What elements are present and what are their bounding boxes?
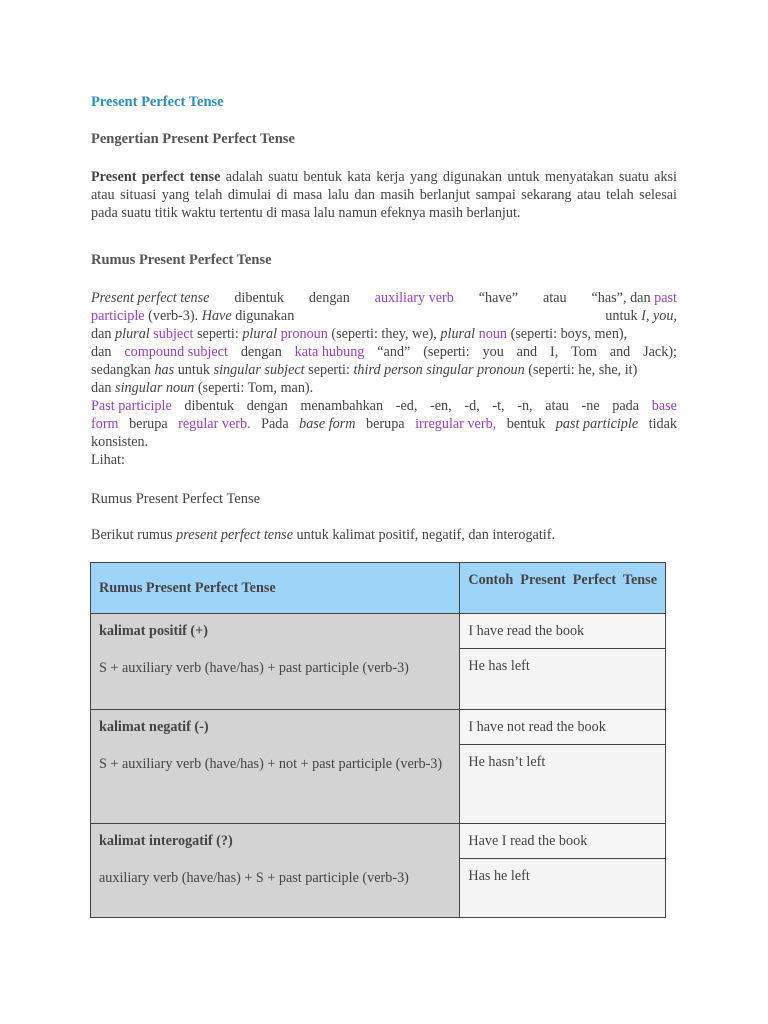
text: Pada: [261, 416, 289, 432]
rumus-heading: Rumus Present Perfect Tense: [91, 252, 272, 268]
text: singular noun: [115, 380, 195, 396]
formula-cell: [91, 710, 460, 824]
example-cell: He has left: [460, 649, 666, 710]
text: sedangkan: [91, 362, 155, 378]
text: Tom: [571, 344, 597, 360]
text: (seperti: boys, men),: [507, 326, 628, 342]
text: Have: [201, 308, 232, 324]
text: “have”: [478, 290, 519, 306]
table-header-row: [91, 563, 666, 614]
rumus-table: [90, 562, 666, 918]
rumus-line-1: [91, 289, 677, 307]
text: -ed,: [395, 398, 418, 414]
text: dengan: [246, 398, 288, 414]
row-formula: S + auxiliary verb (have/has) + past participle (verb-3): [99, 660, 409, 676]
text: Jack);: [643, 344, 677, 360]
rumus-line-5: [91, 361, 677, 379]
pengertian-text: adalah suatu bentuk kata kerja yang digunakan untuk menyatakan suatu aksi atau situasi yang telah dimulai di masa lalu dan masih berlanjut sampai sekarang atau telah selesai pada suatu titik waktu tertentu di masa lalu namun efeknya masih berlanjut.: [91, 169, 677, 221]
text: base form: [299, 416, 356, 432]
text: (seperti: they, we),: [327, 326, 441, 342]
rumus-line-2: [91, 307, 677, 325]
header-cell: [460, 563, 666, 614]
link-pronoun[interactable]: pronoun: [280, 326, 328, 342]
text: atau: [542, 290, 567, 306]
text: atau: [545, 398, 569, 414]
text: dan: [91, 380, 116, 396]
link-past-participle[interactable]: past: [654, 290, 677, 306]
text: Present perfect tense: [91, 290, 210, 306]
text: untuk: [605, 308, 642, 324]
text: I, you,: [641, 308, 677, 324]
formula-cell: [91, 614, 460, 710]
text: digunakan: [231, 308, 295, 324]
text: plural: [242, 326, 278, 342]
link-kata-hubung[interactable]: kata hubung: [294, 344, 365, 360]
text: plural: [115, 326, 150, 342]
term-bold: Present perfect tense: [91, 169, 221, 185]
text: berupa: [129, 416, 168, 432]
rumus-paragraph: [91, 289, 677, 469]
text: -t,: [492, 398, 505, 414]
link-noun[interactable]: noun: [478, 326, 508, 342]
row-label: kalimat negatif (-): [99, 719, 209, 735]
pengertian-heading: Pengertian Present Perfect Tense: [91, 131, 295, 147]
text: I,: [549, 344, 559, 360]
text: dan: [91, 344, 112, 360]
text: (seperti:: [423, 344, 470, 360]
rumus-line-3: [91, 325, 677, 343]
text: pada: [612, 398, 640, 414]
text: you: [482, 344, 504, 360]
text: -n,: [517, 398, 533, 414]
rumus-line-4: [91, 343, 677, 361]
formula-cell: [91, 824, 460, 918]
link-participle[interactable]: participle: [91, 308, 145, 324]
row-formula: auxiliary verb (have/has) + S + past participle (verb-3): [99, 870, 409, 886]
pengertian-paragraph: [91, 168, 677, 222]
text: -ne: [581, 398, 600, 414]
text: dengan: [240, 344, 282, 360]
text: berupa: [365, 416, 405, 432]
text: dibentuk: [184, 398, 235, 414]
example-cell: I have not read the book: [460, 710, 666, 745]
rumus-subheading: Rumus Present Perfect Tense: [91, 491, 261, 507]
text: has: [154, 362, 175, 378]
text: (seperti: Tom, man).: [194, 380, 314, 396]
text: (verb-3).: [144, 308, 202, 324]
text: untuk: [174, 362, 214, 378]
text: “and”: [377, 344, 411, 360]
text: untuk kalimat positif, negatif, dan interogatif.: [293, 527, 556, 543]
text: and: [609, 344, 631, 360]
rumus-line-6: [91, 379, 677, 397]
rumus-line-10: Lihat:: [91, 452, 125, 468]
text: plural: [440, 326, 476, 342]
text: dibentuk: [234, 290, 284, 306]
rumus-intro: [91, 527, 555, 544]
text: bentuk: [506, 416, 546, 432]
table-row: [91, 614, 666, 649]
text: seperti:: [193, 326, 243, 342]
text: -en,: [430, 398, 452, 414]
rumus-line-7: [91, 397, 677, 415]
text: seperti:: [304, 362, 354, 378]
rumus-line-8: [91, 415, 677, 433]
table-row: [91, 710, 666, 745]
text: dan: [91, 326, 116, 342]
table-row: [91, 824, 666, 859]
text: present perfect tense: [176, 527, 293, 543]
text: -d,: [464, 398, 480, 414]
text: past participle: [555, 416, 639, 432]
text: tidak: [648, 416, 677, 432]
text: third person singular pronoun: [353, 362, 525, 378]
example-cell: He hasn’t left: [460, 745, 666, 824]
document-title: Present Perfect Tense: [91, 94, 224, 110]
rumus-line-9: konsisten.: [91, 434, 149, 450]
row-label: kalimat positif (+): [99, 623, 208, 639]
example-cell: Has he left: [460, 859, 666, 918]
text: and: [516, 344, 538, 360]
link-past-participle[interactable]: Past participle: [91, 398, 172, 414]
text: Berikut rumus: [91, 527, 177, 543]
text: singular subject: [213, 362, 305, 378]
row-label: kalimat interogatif (?): [99, 833, 233, 849]
header-cell: Rumus Present Perfect Tense: [91, 563, 460, 614]
text: dengan: [308, 290, 350, 306]
text: “has”, dan: [591, 290, 651, 306]
link-compound-subject[interactable]: compound subject: [124, 344, 228, 360]
text: menambahkan: [300, 398, 384, 414]
example-cell: Have I read the book: [460, 824, 666, 859]
row-formula: S + auxiliary verb (have/has) + not + past participle (verb-3): [99, 756, 443, 772]
text: (seperti: he, she, it): [524, 362, 638, 378]
link-auxiliary-verb[interactable]: auxiliary verb: [374, 290, 454, 306]
link-subject[interactable]: subject: [153, 326, 194, 342]
link-base-form[interactable]: base: [651, 398, 677, 414]
text: Contoh Present Perfect Tense: [468, 572, 657, 588]
link-regular-verb[interactable]: regular verb.: [178, 416, 251, 432]
link-irregular-verb[interactable]: irregular verb,: [415, 416, 497, 432]
link-form[interactable]: form: [91, 416, 119, 432]
example-cell: I have read the book: [460, 614, 666, 649]
